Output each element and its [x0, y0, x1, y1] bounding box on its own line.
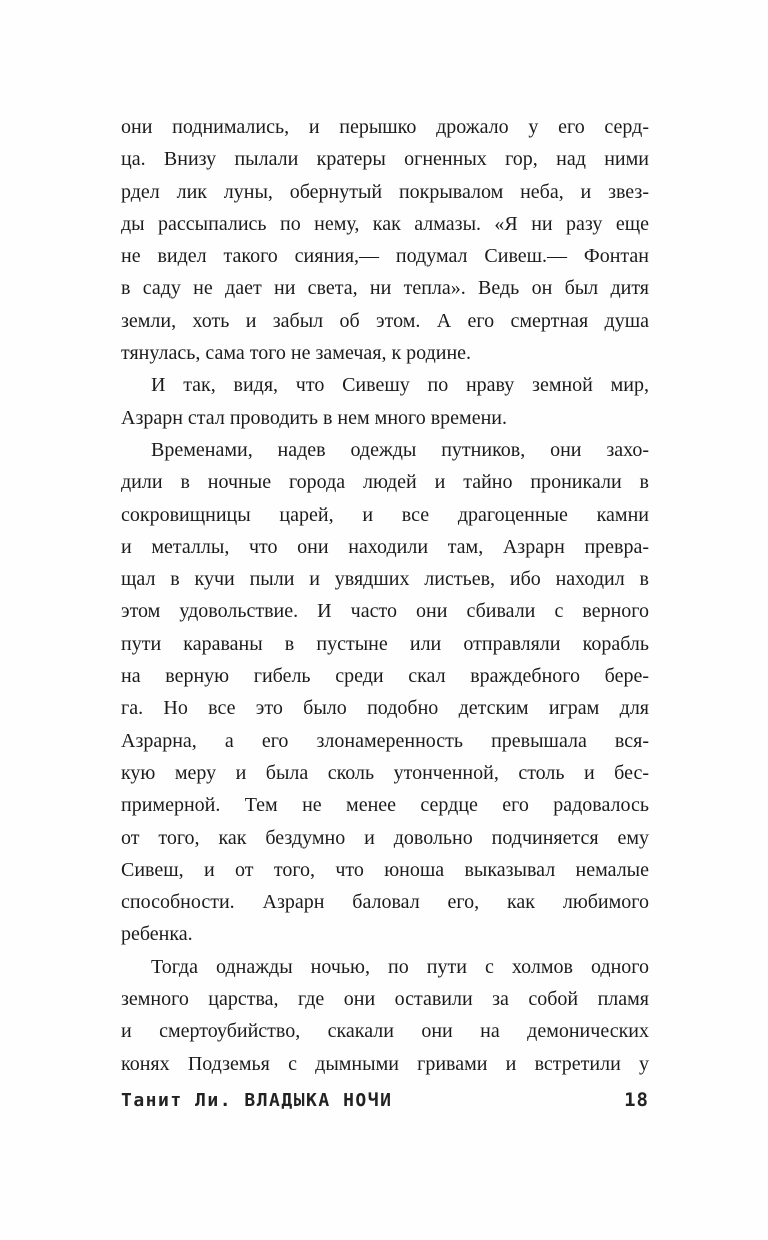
text-line: конях Подземья с дымными гривами и встретили у — [121, 1052, 649, 1075]
paragraph — [121, 434, 649, 951]
text-line: не видел такого сияния,— подумал Сивеш.— Фонтан — [121, 245, 649, 268]
text-line: тянулась, сама того не замечая, к родине. — [121, 342, 472, 365]
text-line: рдел лик луны, обернутый покрывалом неба, и звез- — [121, 180, 649, 203]
running-title: Танит Ли. ВЛАДЫКА НОЧИ — [121, 1090, 393, 1111]
text-line: Азрарна, а его злонамеренность превышала вся- — [121, 729, 649, 752]
text-line: Временами, надев одежды путников, они захо- — [151, 438, 649, 461]
text-line: они поднимались, и перышко дрожало у его серд- — [121, 116, 649, 138]
text-line: примерной. Тем не менее сердце его радовалось — [121, 794, 649, 817]
text-line: сокровищницы царей, и все драгоценные камни — [121, 503, 649, 526]
page-footer — [121, 1089, 649, 1111]
text-line: пути караваны в пустыне или отправляли корабль — [121, 632, 649, 655]
text-line: ды рассыпались по нему, как алмазы. «Я ни разу еще — [121, 212, 649, 235]
text-line: этом удовольствие. И часто они сбивали с верного — [121, 600, 649, 623]
paragraph — [121, 951, 649, 1080]
text-line: кую меру и была сколь утонченной, столь и бес- — [121, 761, 649, 784]
text-line: дили в ночные города людей и тайно проникали в — [121, 471, 649, 494]
text-line: земного царства, где они оставили за собой пламя — [121, 988, 649, 1011]
text-line: и металлы, что они находили там, Азрарн превра- — [121, 535, 649, 558]
text-line: способности. Азрарн баловал его, как любимого — [121, 891, 649, 914]
page-text — [121, 111, 649, 1080]
text-line: Азрарн стал проводить в нем много времени. — [121, 406, 507, 429]
text-line: земли, хоть и забыл об этом. А его смертная душа — [121, 309, 649, 332]
text-line: ребенка. — [121, 923, 193, 946]
text-line: и смертоубийство, скакали они на демонических — [121, 1020, 649, 1043]
text-line: И так, видя, что Сивешу по нраву земной мир, — [151, 374, 649, 397]
page-number: 18 — [624, 1089, 649, 1111]
text-line: ца. Внизу пылали кратеры огненных гор, над ними — [121, 148, 649, 171]
paragraph — [121, 111, 649, 369]
text-line: на верную гибель среди скал враждебного бере- — [121, 665, 649, 688]
text-line: в саду не дает ни света, ни тепла». Ведь он был дитя — [121, 277, 649, 300]
text-line: га. Но все это было подобно детским играм для — [121, 697, 649, 720]
text-line: щал в кучи пыли и увядших листьев, ибо находил в — [121, 568, 649, 591]
paragraph — [121, 369, 649, 434]
text-line: Тогда однажды ночью, по пути с холмов одного — [151, 955, 649, 978]
text-line: Сивеш, и от того, что юноша выказывал немалые — [121, 858, 649, 881]
text-line: от того, как бездумно и довольно подчиняется ему — [121, 826, 649, 849]
